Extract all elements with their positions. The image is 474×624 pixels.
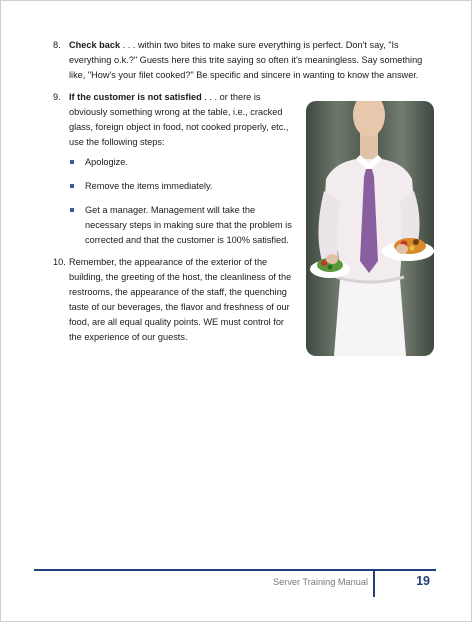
bullet-text: Get a manager. Management will take the necessary steps in making sure that the problem is corrected and that the customer is 100% satisfied. <box>85 205 292 245</box>
item-heading: If the customer is not satisfied <box>69 92 202 102</box>
bullet-text: Remove the items immediately. <box>85 181 213 191</box>
item-heading: Check back <box>69 40 121 50</box>
item-body: . . . within two bites to make sure everything is perfect. Don't say, "Is everything o.k.?" Guests here this trite saying so often it's meaningless. Say something like, "How's your filet cooked?" Be specific and sincere in wanting to know the answer. <box>69 40 423 80</box>
footer-title: Server Training Manual <box>273 577 368 587</box>
waiter-illustration-svg <box>306 101 434 356</box>
item-number: 8. <box>53 40 61 50</box>
item-number: 10. <box>53 257 66 267</box>
page-number: 19 <box>416 574 430 588</box>
square-bullet-icon <box>70 160 74 164</box>
item-text <box>69 38 423 83</box>
item-text: Remember, the appearance of the exterior of the building, the greeting of the host, the cleanliness of the restrooms, the appearance of the staff, the quenching taste of our beverages, the flavor and freshness of our food, are all equal quality points. WE must control for the experience of our guests. <box>69 257 292 342</box>
waiter-serving-plates-illustration <box>306 101 434 356</box>
square-bullet-icon <box>70 208 74 212</box>
square-bullet-icon <box>70 184 74 188</box>
item-body: . . . or there is obviously something wrong at the table, i.e., cracked glass, foreign object in food, not cooked properly, etc., use the following steps: <box>69 92 289 147</box>
footer-rule <box>34 569 436 571</box>
footer-divider <box>373 571 375 597</box>
item-text <box>69 90 299 150</box>
item-number: 9. <box>53 92 61 102</box>
bullet-text: Apologize. <box>85 157 128 167</box>
